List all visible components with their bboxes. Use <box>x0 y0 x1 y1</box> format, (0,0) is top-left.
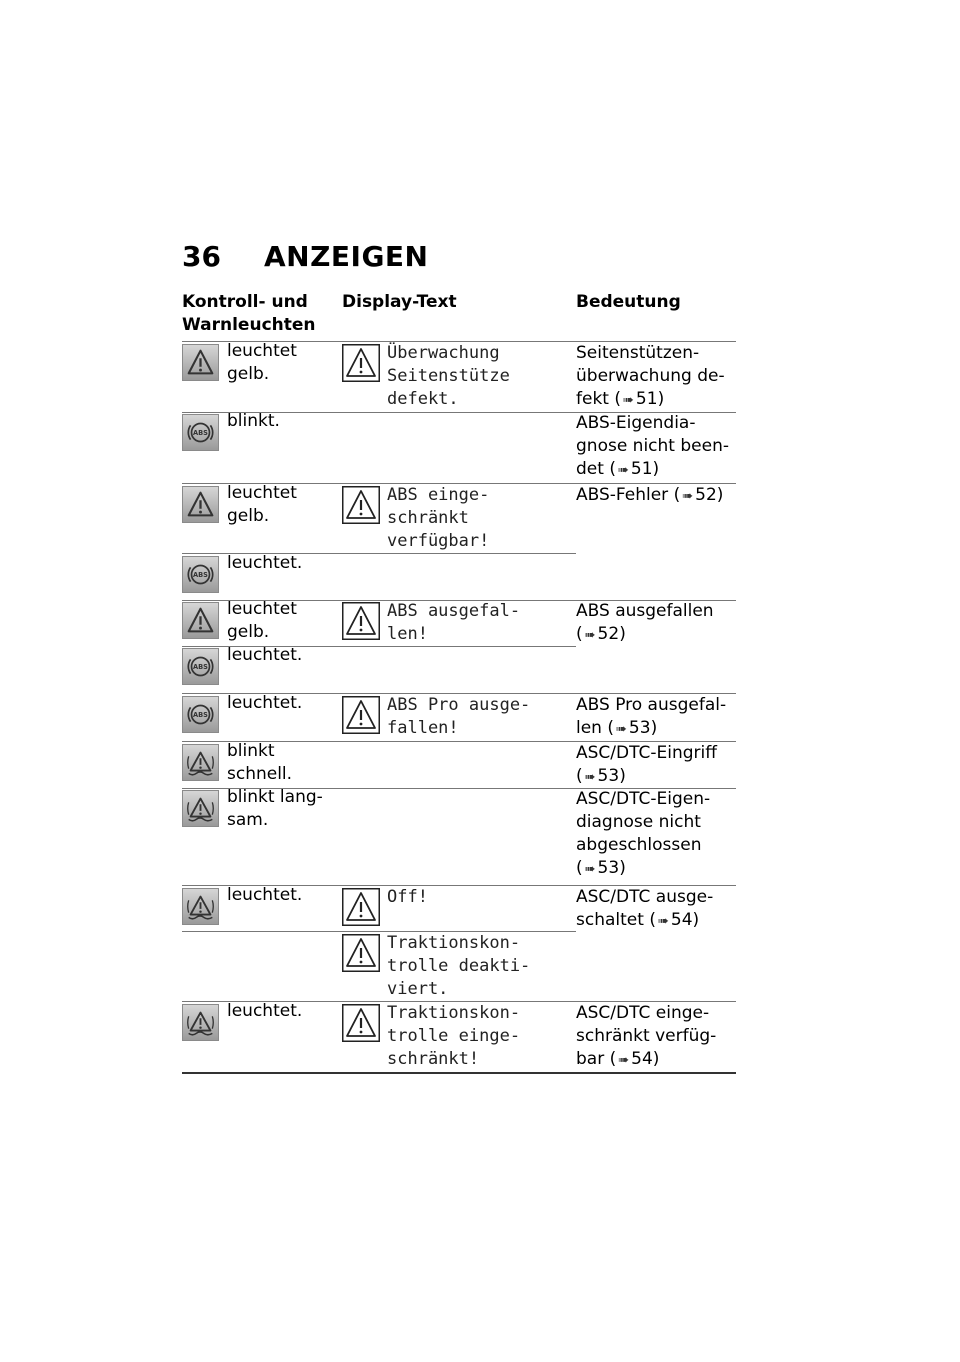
meaning-cell <box>576 600 738 647</box>
display-warning-icon <box>342 344 380 382</box>
arrow-right-icon: ➠ <box>584 628 596 643</box>
svg-text:ABS: ABS <box>193 428 208 437</box>
page-reference-link[interactable] <box>614 389 664 409</box>
arrow-right-icon: ➠ <box>584 862 596 877</box>
display-text: ABS Pro ausge- fallen! <box>387 695 531 738</box>
display-text: Traktionskon- trolle deakti- viert. <box>387 933 531 999</box>
warning-triangle-icon <box>182 602 219 639</box>
display-warning-icon <box>342 934 380 972</box>
arrow-right-icon: ➠ <box>617 463 629 478</box>
meaning-cell <box>576 742 738 789</box>
display-warning-icon <box>342 1004 380 1042</box>
ref-page-number: 53 <box>597 766 620 786</box>
ref-close-paren: ) <box>692 910 700 930</box>
ref-open-paren: ( <box>673 485 681 505</box>
abs-icon <box>182 696 219 733</box>
traction-control-icon <box>182 1004 219 1041</box>
meaning-cell <box>576 484 738 508</box>
ref-open-paren: ( <box>609 1049 617 1069</box>
meaning-text: Seitenstützen- überwachung de- fekt <box>576 343 725 409</box>
ref-open-paren: ( <box>576 858 583 878</box>
page-reference-link[interactable] <box>674 485 724 505</box>
ref-open-paren: ( <box>607 718 615 738</box>
page-number: 36 <box>182 240 221 273</box>
meaning-cell <box>576 1002 738 1072</box>
arrow-right-icon: ➠ <box>616 722 627 737</box>
display-text: ABS ausgefal- len! <box>387 601 521 644</box>
warning-triangle-icon <box>182 344 219 381</box>
page-reference-link[interactable] <box>649 910 699 930</box>
arrow-right-icon: ➠ <box>584 770 596 785</box>
display-warning-icon <box>342 602 380 640</box>
display-text: Off! <box>387 887 428 907</box>
ref-close-paren: ) <box>619 624 626 644</box>
ref-page-number: 51 <box>635 389 658 409</box>
page-reference-link[interactable] <box>576 858 626 878</box>
ref-close-paren: ) <box>652 1049 660 1069</box>
column-header-display: Display-Text <box>342 292 457 312</box>
page-reference-link[interactable] <box>576 766 626 786</box>
meaning-text: ABS ausgefallen <box>576 601 714 621</box>
meaning-cell <box>576 412 738 482</box>
ref-open-paren: ( <box>609 459 616 479</box>
ref-close-paren: ) <box>650 718 658 738</box>
traction-control-icon <box>182 888 219 925</box>
ref-close-paren: ) <box>657 389 665 409</box>
ref-page-number: 53 <box>628 718 651 738</box>
ref-page-number: 52 <box>695 485 717 505</box>
light-status: leuchtet gelb. <box>227 483 297 526</box>
light-status: leuchtet. <box>227 885 303 905</box>
warning-triangle-icon <box>182 486 219 523</box>
abs-icon <box>182 414 219 451</box>
ref-page-number: 51 <box>630 459 653 479</box>
arrow-right-icon: ➠ <box>682 489 694 504</box>
meaning-text: ABS-Eigendia- gnose nicht been- det <box>576 413 729 479</box>
light-status: leuchtet gelb. <box>227 599 297 642</box>
column-header-lights: Kontroll- und Warnleuchten <box>182 292 316 335</box>
svg-text:ABS: ABS <box>193 570 208 579</box>
page-title: ANZEIGEN <box>264 240 429 273</box>
page-reference-link[interactable] <box>607 718 657 738</box>
ref-page-number: 53 <box>597 858 620 878</box>
meaning-cell <box>576 694 738 741</box>
traction-control-icon <box>182 744 219 781</box>
light-status: leuchtet. <box>227 645 303 665</box>
page-reference-link[interactable] <box>609 459 659 479</box>
light-status: leuchtet. <box>227 1001 303 1021</box>
page-header <box>182 240 429 273</box>
meaning-text: ASC/DTC ausge- schaltet <box>576 887 714 930</box>
meaning-text: ASC/DTC-Eingriff <box>576 743 717 763</box>
light-status: blinkt lang- sam. <box>227 787 323 830</box>
meaning-cell <box>576 342 738 412</box>
light-status: leuchtet. <box>227 693 303 713</box>
ref-open-paren: ( <box>649 910 656 930</box>
light-status: blinkt. <box>227 411 280 431</box>
page-reference-link[interactable] <box>576 624 626 644</box>
abs-icon <box>182 556 219 593</box>
display-warning-icon <box>342 486 380 524</box>
ref-close-paren: ) <box>619 766 626 786</box>
svg-text:ABS: ABS <box>193 710 208 719</box>
ref-page-number: 54 <box>670 910 693 930</box>
display-text: Überwachung Seitenstütze defekt. <box>387 343 510 409</box>
meaning-text: ASC/DTC einge- schränkt verfüg- bar <box>576 1003 717 1069</box>
light-status: blinkt schnell. <box>227 741 293 784</box>
ref-close-paren: ) <box>716 485 724 505</box>
column-header-meaning: Bedeutung <box>576 292 681 312</box>
abs-icon <box>182 648 219 685</box>
meaning-cell <box>576 886 738 933</box>
meaning-text: ABS Pro ausgefal- len <box>576 695 727 738</box>
ref-open-paren: ( <box>614 389 622 409</box>
display-text: ABS einge- schränkt verfügbar! <box>387 485 490 551</box>
ref-page-number: 52 <box>597 624 620 644</box>
svg-text:ABS: ABS <box>193 662 208 671</box>
ref-close-paren: ) <box>619 858 626 878</box>
ref-open-paren: ( <box>576 624 583 644</box>
arrow-right-icon: ➠ <box>618 1053 630 1068</box>
display-warning-icon <box>342 888 380 926</box>
table-bottom-rule <box>182 1072 736 1074</box>
arrow-right-icon: ➠ <box>657 914 669 929</box>
ref-page-number: 54 <box>631 1049 653 1069</box>
display-text: Traktionskon- trolle einge- schränkt! <box>387 1003 521 1069</box>
ref-close-paren: ) <box>652 459 660 479</box>
light-status: leuchtet. <box>227 553 303 573</box>
meaning-text: ABS-Fehler <box>576 485 669 505</box>
traction-control-icon <box>182 790 219 827</box>
light-status: leuchtet gelb. <box>227 341 297 384</box>
display-warning-icon <box>342 696 380 734</box>
meaning-text: ASC/DTC-Eigen- diagnose nicht abgeschlossen <box>576 789 711 855</box>
arrow-right-icon: ➠ <box>623 393 634 408</box>
meaning-cell <box>576 788 738 881</box>
ref-open-paren: ( <box>576 766 583 786</box>
page-reference-link[interactable] <box>610 1049 660 1069</box>
